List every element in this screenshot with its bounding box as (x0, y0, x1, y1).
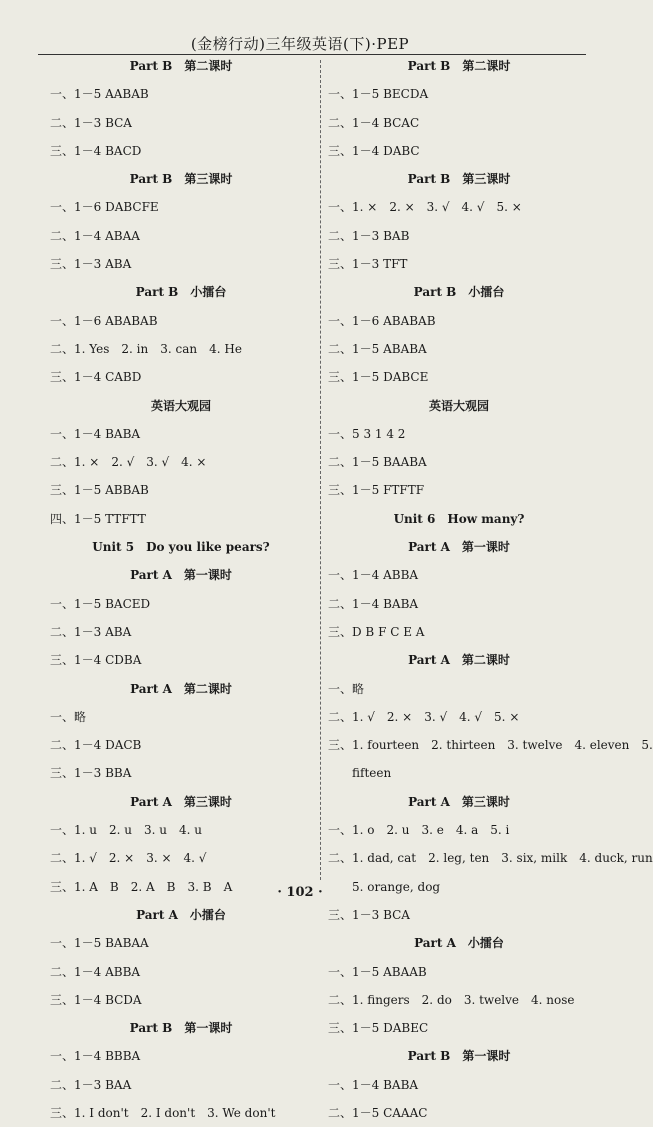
answer-line: 三、1－3 ABA (50, 257, 132, 272)
answer-line: 三、1. I don't 2. I don't 3. We don't (50, 1105, 276, 1120)
answer-line: 一、1－6 ABABAB (328, 313, 436, 328)
answer-line: 三、D B F C E A (328, 624, 425, 639)
answer-line: 二、1－4 BABA (328, 596, 419, 611)
answer-line: 二、1－4 ABAA (50, 228, 140, 243)
left-answer-column (50, 52, 312, 1127)
answer-line: 一、1－4 BABA (328, 1077, 419, 1092)
answer-line: 二、1－3 ABA (50, 624, 132, 639)
section-heading: Part B 第一课时 (129, 1021, 233, 1036)
answer-line: 三、1. fourteen 2. thirteen 3. twelve 4. eleven 5. (328, 738, 653, 753)
section-heading: Unit 5 Do you like pears? (92, 540, 270, 555)
answer-line: 二、1－3 BCA (50, 115, 132, 130)
answer-line: 二、1－5 CAAAC (328, 1105, 428, 1120)
answer-line: 一、1－5 ABAAB (328, 964, 427, 979)
answer-line: 一、1－4 BBBA (50, 1049, 141, 1064)
answer-line: 二、1－3 BAB (328, 228, 410, 243)
section-heading: Part A 第三课时 (130, 794, 232, 809)
answer-line: 二、1. √ 2. × 3. √ 4. √ 5. × (328, 709, 520, 724)
answer-line: 三、1－3 BBA (50, 766, 132, 781)
page-number: · 102 · (277, 885, 323, 900)
answer-line: 三、1－3 BCA (328, 907, 410, 922)
answer-line: 二、1. Yes 2. in 3. can 4. He (50, 341, 242, 356)
answer-line: 二、1－4 DACB (50, 738, 142, 753)
section-heading: Part A 第二课时 (408, 653, 510, 668)
section-heading: Part B 小擂台 (135, 285, 227, 300)
answer-line: 二、1. × 2. √ 3. √ 4. × (50, 455, 207, 470)
section-heading: Part B 第三课时 (407, 172, 511, 187)
answer-line: 一、5 3 1 4 2 (328, 426, 406, 441)
section-heading: Part A 小擂台 (136, 907, 226, 922)
answer-line: 三、1－5 FTFTF (328, 483, 425, 498)
page-title: (金榜行动)三年级英语(下)·PEP (190, 35, 410, 53)
answer-line: fifteen (328, 766, 392, 781)
answer-line: 三、1－5 DABEC (328, 1021, 429, 1036)
answer-line: 一、1－4 ABBA (328, 568, 419, 583)
answer-line: 一、1－4 BABA (50, 426, 141, 441)
section-heading: Part B 第二课时 (407, 59, 511, 73)
section-heading: Part A 第一课时 (408, 540, 510, 555)
section-heading: Part B 第三课时 (129, 172, 233, 187)
answer-line: 一、1－5 BABAA (50, 936, 149, 951)
answer-line: 三、1－4 BACD (50, 143, 142, 158)
answer-line: 二、1. √ 2. × 3. × 4. √ (50, 851, 207, 866)
answer-line: 四、1－5 TTFTT (50, 511, 146, 526)
section-heading: 英语大观园 (150, 398, 211, 413)
section-heading: 英语大观园 (428, 398, 489, 413)
answer-line: 三、1－5 ABBAB (50, 483, 149, 498)
answer-line: 三、1－4 CABD (50, 370, 142, 385)
section-heading: Part A 第三课时 (408, 794, 510, 809)
column-divider (320, 60, 321, 880)
section-heading: Part A 第一课时 (130, 568, 232, 583)
answer-line: 二、1. dad, cat 2. leg, ten 3. six, milk 4. duck, run (328, 851, 653, 866)
answer-line: 三、1－5 DABCE (328, 370, 429, 385)
section-heading: Part B 第二课时 (129, 59, 233, 73)
answer-line: 三、1－4 DABC (328, 143, 420, 158)
answer-line: 二、1－4 ABBA (50, 964, 141, 979)
answer-line: 三、1－4 CDBA (50, 653, 142, 668)
answer-line: 三、1－4 BCDA (50, 992, 142, 1007)
answer-line: 一、1－5 BACED (50, 596, 151, 611)
section-heading: Part A 小擂台 (414, 936, 504, 951)
answer-line: 三、1－3 TFT (328, 257, 408, 272)
answer-line: 一、1. × 2. × 3. √ 4. √ 5. × (328, 200, 522, 215)
answer-line: 一、1－5 BECDA (328, 87, 429, 102)
section-heading: Part B 第一课时 (407, 1049, 511, 1064)
answer-line: 一、1. o 2. u 3. e 4. a 5. i (328, 823, 510, 838)
section-heading: Unit 6 How many? (393, 511, 525, 526)
answer-line: 二、1－3 BAA (50, 1077, 132, 1092)
answer-line: 一、1. u 2. u 3. u 4. u (50, 823, 202, 838)
answer-line: 一、1－6 ABABAB (50, 313, 158, 328)
answer-line: 二、1－4 BCAC (328, 115, 420, 130)
answer-line: 5. orange, dog (328, 879, 441, 894)
right-answer-column (328, 52, 653, 1127)
answer-line: 二、1. fingers 2. do 3. twelve 4. nose (328, 992, 575, 1007)
answer-line: 一、略 (50, 709, 87, 724)
answer-line: 二、1－5 BAABA (328, 455, 427, 470)
answer-line: 三、1. A B 2. A B 3. B A (50, 879, 233, 894)
section-heading: Part A 第二课时 (130, 681, 232, 696)
section-heading: Part B 小擂台 (413, 285, 505, 300)
answer-line: 一、1－6 DABCFE (50, 200, 159, 215)
answer-line: 二、1－5 ABABA (328, 341, 427, 356)
answer-line: 一、略 (328, 681, 365, 696)
answer-line: 一、1－5 AABAB (50, 87, 149, 102)
